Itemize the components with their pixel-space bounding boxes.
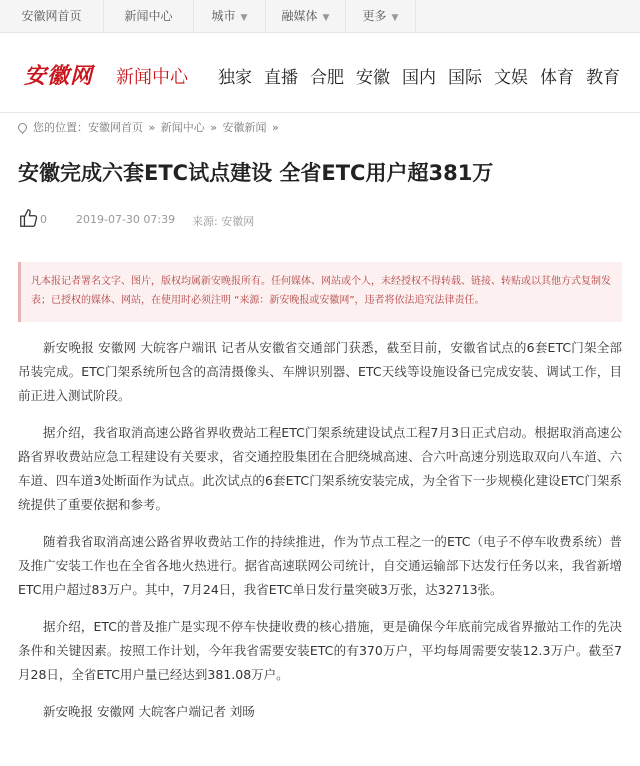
site-logo[interactable]: 安徽网 — [24, 63, 94, 89]
chevron-down-icon: ▼ — [322, 13, 330, 23]
article-paragraph: 新安晚报 安徽网 大皖客户端讯 记者从安徽省交通部门获悉，截至目前，安徽省试点的6套ETC门架全部吊装完成。ETC门架系统所包含的高清摄像头、车牌识别器、ETC天线等设施设备已完成安装、调试工作，目前正进入测试阶段。 — [18, 340, 622, 403]
article-title: 安徽完成六套ETC试点建设 全省ETC用户超381万 — [18, 161, 494, 185]
site-header — [0, 33, 640, 113]
breadcrumb-separator: » — [148, 121, 156, 134]
publish-datetime: 2019-07-30 07:39 — [76, 213, 176, 226]
topnav-city-menu[interactable] — [194, 0, 266, 33]
article-source: 来源: 安徽网 — [192, 215, 255, 228]
topnav-news-label: 新闻中心 — [124, 9, 173, 23]
top-nav — [0, 0, 640, 33]
channel-domestic[interactable]: 国内 — [402, 68, 436, 88]
thumbs-up-icon[interactable] — [18, 207, 40, 229]
topnav-more-label: 更多 — [362, 9, 387, 23]
topnav-home-label: 安徽网首页 — [21, 9, 82, 23]
article-paragraph: 随着我省取消高速公路省界收费站工作的持续推进，作为节点工程之一的ETC（电子不停车收费系统）普及推广安装工作也在全省各地火热进行。据省高速联网公司统计，自交通运输部下达发行任务以来，我省新增ETC用户超过83万户。其中，7月24日，我省ETC单日发行量突破3万张，达32713张。 — [18, 534, 622, 597]
breadcrumb-link-anhui[interactable]: 安徽新闻 — [222, 121, 267, 134]
topnav-media-menu[interactable] — [266, 0, 346, 33]
copyright-notice: 凡本报记者署名文字、图片，版权均属新安晚报所有。任何媒体、网站或个人，未经授权不得转载、链接、转贴或以其他方式复制发表；已授权的媒体、网站，在使用时必须注明 “来源：新安晚报或安徽网”，违者将依法追究法律责任。 — [18, 262, 622, 322]
channel-exclusive[interactable]: 独家 — [218, 68, 252, 88]
breadcrumb-link-home[interactable]: 安徽网首页 — [88, 121, 143, 134]
channel-nav — [218, 63, 632, 88]
topnav-more-menu[interactable] — [346, 0, 416, 33]
like-count: 0 — [40, 213, 47, 226]
channel-international[interactable]: 国际 — [448, 68, 482, 88]
topnav-news-link[interactable] — [104, 0, 194, 33]
channel-sports[interactable]: 体育 — [540, 68, 574, 88]
channel-education[interactable]: 教育 — [586, 68, 620, 88]
breadcrumb-prefix: 您的位置： — [33, 121, 88, 134]
breadcrumb — [18, 119, 281, 135]
topnav-city-label: 城市 — [211, 9, 236, 23]
channel-live[interactable]: 直播 — [264, 68, 298, 88]
article-body — [18, 336, 622, 724]
location-pin-icon — [16, 121, 29, 134]
chevron-down-icon: ▼ — [240, 13, 248, 23]
breadcrumb-link-news[interactable]: 新闻中心 — [160, 121, 205, 134]
breadcrumb-separator: » — [271, 121, 279, 134]
channel-anhui[interactable]: 安徽 — [356, 68, 390, 88]
topnav-home-link[interactable] — [0, 0, 104, 33]
channel-entertainment[interactable]: 文娱 — [494, 68, 528, 88]
topnav-media-label: 融媒体 — [281, 9, 318, 23]
section-title[interactable]: 新闻中心 — [116, 67, 188, 88]
breadcrumb-separator: » — [210, 121, 217, 134]
article-paragraph: 据介绍，ETC的普及推广是实现不停车快捷收费的核心措施，更是确保今年底前完成省界撤站工作的先决条件和关键因素。按照工作计划，今年我省需要安装ETC的有370万户，平均每周需要安装12.3万户。截至7月28日，全省ETC用户量已经达到381.08万户。 — [18, 619, 622, 682]
article-paragraph: 据介绍，我省取消高速公路省界收费站工程ETC门架系统建设试点工程7月3日正式启动。根据取消高速公路省界收费站应急工程建设有关要求，省交通控股集团在合肥绕城高速、合六叶高速分别选取双向八车道、六车道、四车道3处断面作为试点。此次试点的6套ETC门架系统安装完成，为全省下一步规模化建设ETC门架系统提供了重要依据和参考。 — [18, 425, 622, 512]
chevron-down-icon: ▼ — [391, 13, 399, 23]
article-signoff: 新安晚报 安徽网 大皖客户端记者 刘旸 — [43, 704, 255, 719]
channel-hefei[interactable]: 合肥 — [310, 68, 344, 88]
